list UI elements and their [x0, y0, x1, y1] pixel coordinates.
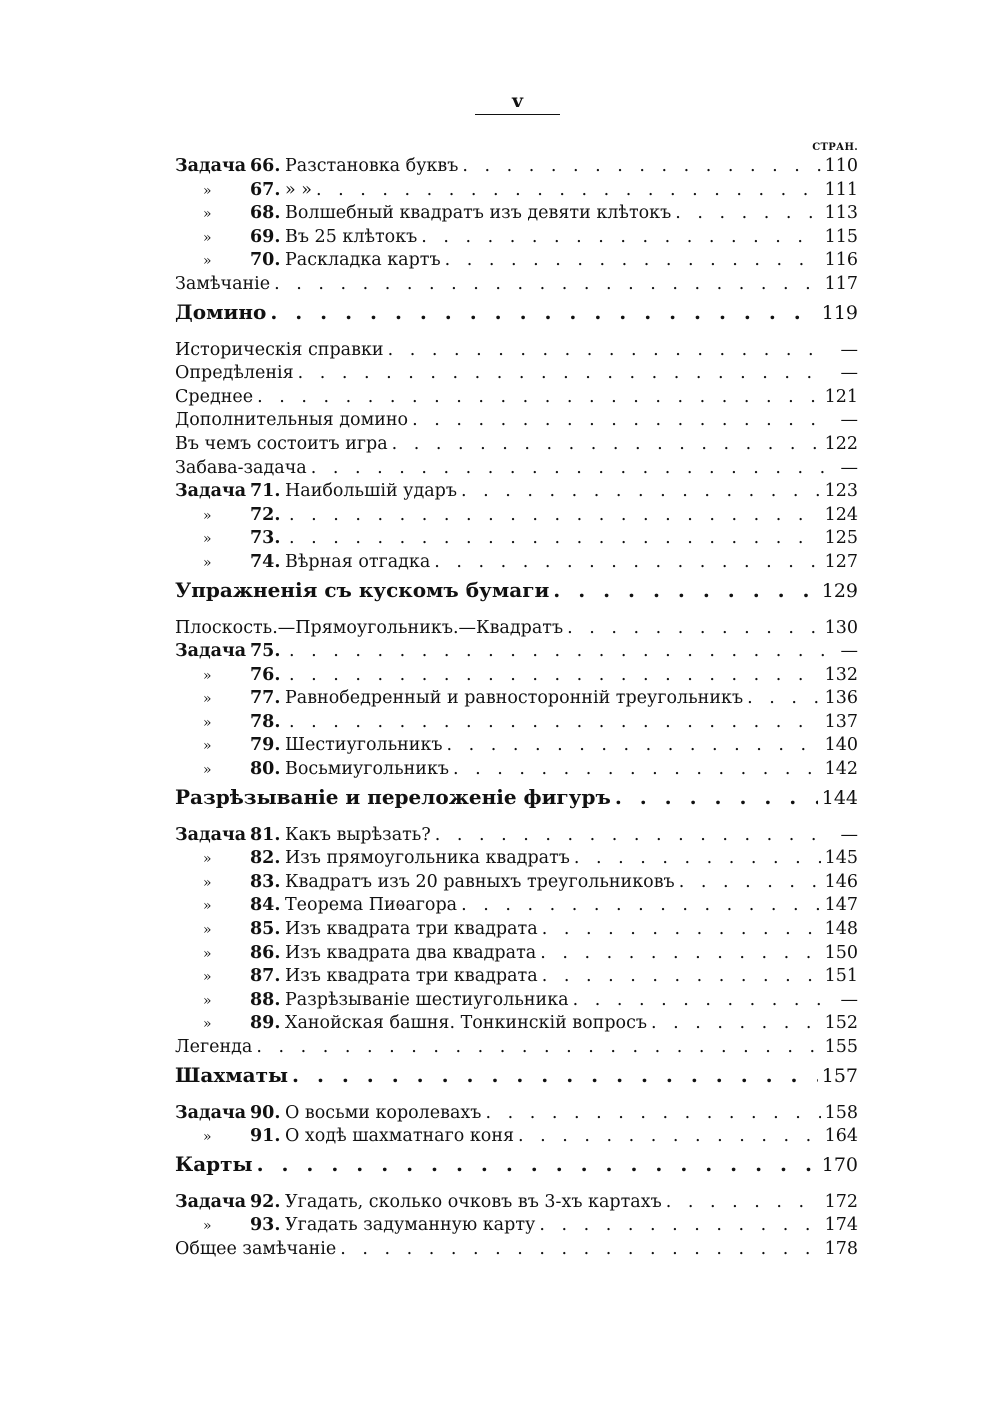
section-page: 129: [821, 579, 858, 602]
entry-page: —: [840, 989, 858, 1010]
entry-page: 148: [824, 919, 858, 940]
entry-title: Квадратъ изъ 20 равныхъ треугольниковъ: [285, 871, 675, 892]
toc-entry: [175, 249, 858, 273]
entry-prefix: Задача: [175, 1191, 247, 1212]
problem-number: 76.: [250, 664, 281, 685]
entry-page: 122: [824, 433, 858, 454]
dot-leader: [518, 1125, 821, 1149]
entry-page: 115: [824, 226, 858, 247]
entry-title: Изъ квадрата два квадрата: [285, 942, 537, 963]
dot-leader: [316, 179, 821, 203]
entry-page: 155: [824, 1037, 858, 1057]
dot-leader: [388, 339, 824, 363]
problem-number: 67.: [250, 179, 281, 200]
toc-entry: [175, 989, 858, 1013]
entry-title: Угадать, сколько очковъ въ 3-хъ картахъ: [285, 1191, 662, 1212]
problem-number: 78.: [250, 711, 281, 732]
toc-block-domino: [175, 339, 858, 575]
problem-number: 83.: [250, 871, 281, 892]
entry-page: 111: [824, 179, 858, 200]
entry-title: Изъ прямоугольника квадратъ: [285, 848, 570, 869]
ditto-mark: »: [203, 738, 212, 755]
problem-number: 69.: [250, 226, 281, 247]
problem-number: 86.: [250, 942, 281, 963]
dot-leader: [392, 433, 821, 457]
entry-title: Дополнительныя домино: [175, 410, 409, 431]
entry-title: Замѣчаніе: [175, 273, 271, 294]
problem-number: 68.: [250, 203, 281, 224]
toc-entry: [175, 734, 858, 758]
section-page: 144: [821, 786, 858, 809]
toc-entry: [175, 226, 858, 250]
problem-number: 87.: [250, 966, 281, 987]
ditto-mark: »: [203, 1016, 212, 1033]
section-page: 119: [821, 301, 858, 324]
entry-title: Разрѣзываніе шестиугольника: [285, 989, 569, 1010]
entry-prefix: Задача: [175, 641, 247, 662]
entry-page: 147: [824, 895, 858, 916]
dot-leader: [270, 301, 817, 325]
header-rule: [475, 114, 560, 115]
problem-number: 93.: [250, 1215, 281, 1236]
section-title: Разрѣзываніе и переложеніе фигуръ: [175, 784, 611, 809]
dot-leader: [651, 1012, 821, 1036]
toc-entry: [175, 758, 858, 782]
problem-number: 92.: [250, 1191, 281, 1212]
section-title: Домино: [175, 299, 267, 324]
dot-leader: [292, 1064, 818, 1088]
page-column-label: СТРАН.: [812, 142, 858, 153]
dot-leader: [257, 1153, 818, 1177]
dot-leader: [539, 1214, 820, 1238]
entry-title: Какъ вырѣзать?: [285, 824, 431, 845]
toc-entry: [175, 386, 858, 410]
entry-page: 132: [824, 664, 858, 685]
toc-block-cards: [175, 1191, 858, 1262]
dot-leader: [679, 871, 821, 895]
entry-title: О восьми королевахъ: [285, 1102, 482, 1123]
problem-number: 74.: [250, 551, 281, 572]
dot-leader: [675, 202, 820, 226]
dot-leader: [447, 734, 821, 758]
entry-title: Равнобедренный и равносторонній треугольникъ: [285, 688, 744, 709]
toc-entry: [175, 1238, 858, 1262]
entry-title: О ходѣ шахматнаго коня: [285, 1126, 515, 1147]
dot-leader: [461, 480, 821, 504]
ditto-mark: »: [203, 762, 212, 779]
entry-page: —: [840, 339, 858, 360]
entry-title: Шестиугольникъ: [285, 735, 443, 756]
toc-entry: [175, 155, 858, 179]
dot-leader: [298, 362, 824, 386]
problem-number: 75.: [250, 641, 281, 662]
ditto-mark: »: [203, 851, 212, 868]
toc-entry: [175, 202, 858, 226]
entry-page: 137: [824, 711, 858, 732]
toc-entry: [175, 640, 858, 664]
dot-leader: [289, 527, 821, 551]
entry-page: 142: [824, 759, 858, 780]
entry-page: 151: [824, 966, 858, 987]
problem-number: 72.: [250, 504, 281, 525]
dot-leader: [615, 786, 818, 810]
toc-block-continuation: [175, 155, 858, 297]
toc-entry: [175, 457, 858, 481]
dot-leader: [311, 457, 824, 481]
dot-leader: [553, 579, 817, 603]
entry-page: 113: [824, 203, 858, 224]
problem-number: 81.: [250, 824, 281, 845]
dot-leader: [434, 551, 820, 575]
dot-leader: [461, 894, 820, 918]
dot-leader: [412, 409, 824, 433]
entry-title: Волшебный квадратъ изъ девяти клѣтокъ: [285, 203, 672, 224]
problem-number: 88.: [250, 989, 281, 1010]
section-title: Карты: [175, 1151, 253, 1176]
dot-leader: [453, 758, 821, 782]
dot-leader: [274, 273, 820, 297]
toc-entry: [175, 894, 858, 918]
entry-page: 123: [824, 481, 858, 502]
problem-number: 70.: [250, 250, 281, 271]
entry-page: 158: [824, 1102, 858, 1123]
ditto-mark: »: [203, 874, 212, 891]
problem-number: 66.: [250, 156, 281, 176]
toc-block-cutting: [175, 824, 858, 1060]
entry-prefix: Задача: [175, 824, 247, 845]
dot-leader: [435, 824, 824, 848]
entry-title: » »: [285, 179, 312, 200]
ditto-mark: »: [203, 206, 212, 223]
table-of-contents: [175, 155, 858, 1262]
entry-title: Въ 25 клѣтокъ: [285, 226, 418, 247]
toc-entry: [175, 504, 858, 528]
toc-entry: [175, 551, 858, 575]
toc-entry: [175, 409, 858, 433]
dot-leader: [289, 711, 821, 735]
entry-title: Въ чемъ состоитъ игра: [175, 433, 388, 454]
dot-leader: [540, 942, 820, 966]
dot-leader: [542, 918, 821, 942]
section-heading-cards: [175, 1153, 858, 1189]
ditto-mark: »: [203, 1218, 212, 1235]
dot-leader: [666, 1191, 821, 1215]
entry-page: 164: [824, 1126, 858, 1147]
dot-leader: [462, 155, 820, 179]
dot-leader: [257, 386, 820, 410]
toc-entry: [175, 1036, 858, 1060]
entry-page: 145: [824, 848, 858, 869]
entry-title: Ханойская башня. Тонкинскій вопросъ: [285, 1013, 648, 1034]
dot-leader: [421, 226, 820, 250]
problem-number: 90.: [250, 1102, 281, 1123]
dot-leader: [747, 687, 821, 711]
section-heading-chess: [175, 1064, 858, 1100]
entry-page: 124: [824, 504, 858, 525]
toc-entry: [175, 1125, 858, 1149]
section-heading-domino: [175, 301, 858, 337]
ditto-mark: »: [203, 922, 212, 939]
ditto-mark: »: [203, 691, 212, 708]
toc-block-chess: [175, 1102, 858, 1149]
problem-number: 91.: [250, 1126, 281, 1147]
ditto-mark: »: [203, 229, 212, 246]
entry-prefix: Задача: [175, 156, 247, 176]
entry-title: Разстановка буквъ: [285, 156, 459, 176]
entry-title: Забава-задача: [175, 457, 307, 478]
entry-title: Историческія справки: [175, 339, 384, 360]
entry-page: —: [840, 641, 858, 662]
dot-leader: [567, 617, 821, 641]
section-page: 170: [821, 1153, 858, 1176]
dot-leader: [574, 847, 821, 871]
dot-leader: [340, 1238, 820, 1262]
toc-entry: [175, 965, 858, 989]
entry-title: Наибольшій ударъ: [285, 481, 458, 502]
section-title: Шахматы: [175, 1062, 289, 1087]
dot-leader: [289, 640, 824, 664]
entry-page: —: [840, 824, 858, 845]
toc-entry: [175, 824, 858, 848]
entry-prefix: Задача: [175, 481, 247, 502]
entry-title: Общее замѣчаніе: [175, 1238, 337, 1259]
page-number: v: [511, 90, 524, 112]
entry-title: Теорема Пиѳагора: [285, 895, 458, 916]
entry-page: 152: [824, 1013, 858, 1034]
toc-entry: [175, 480, 858, 504]
dot-leader: [485, 1102, 820, 1126]
ditto-mark: »: [203, 945, 212, 962]
entry-page: 125: [824, 528, 858, 549]
entry-page: 174: [824, 1215, 858, 1236]
toc-entry: [175, 1102, 858, 1126]
toc-entry: [175, 1191, 858, 1215]
dot-leader: [542, 965, 821, 989]
ditto-mark: »: [203, 714, 212, 731]
entry-title: Восьмиугольникъ: [285, 759, 450, 780]
ditto-mark: »: [203, 182, 212, 199]
toc-entry: [175, 664, 858, 688]
toc-entry: [175, 1012, 858, 1036]
entry-page: —: [840, 410, 858, 431]
toc-entry: [175, 339, 858, 363]
problem-number: 89.: [250, 1013, 281, 1034]
ditto-mark: »: [203, 969, 212, 986]
entry-title: Раскладка картъ: [285, 250, 441, 271]
entry-page: 117: [824, 273, 858, 294]
ditto-mark: »: [203, 992, 212, 1009]
problem-number: 82.: [250, 848, 281, 869]
entry-title: Вѣрная отгадка: [285, 551, 431, 572]
entry-title: Изъ квадрата три квадрата: [285, 919, 538, 940]
toc-block-paper: [175, 617, 858, 782]
toc-entry: [175, 871, 858, 895]
section-heading-cutting: [175, 786, 858, 822]
problem-number: 71.: [250, 481, 281, 502]
toc-entry: [175, 847, 858, 871]
entry-page: 110: [824, 156, 858, 176]
entry-title: Изъ квадрата три квадрата: [285, 966, 538, 987]
dot-leader: [289, 504, 821, 528]
section-heading-paper: [175, 579, 858, 615]
dot-leader: [445, 249, 821, 273]
toc-entry: [175, 527, 858, 551]
dot-leader: [289, 664, 821, 688]
toc-entry: [175, 362, 858, 386]
toc-entry: [175, 1214, 858, 1238]
entry-page: 146: [824, 871, 858, 892]
toc-entry: [175, 711, 858, 735]
section-page: 157: [821, 1064, 858, 1087]
entry-page: 140: [824, 735, 858, 756]
problem-number: 73.: [250, 528, 281, 549]
problem-number: 79.: [250, 735, 281, 756]
dot-leader: [573, 989, 824, 1013]
entry-title: Плоскость.—Прямоугольникъ.—Квадратъ: [175, 617, 564, 638]
problem-number: 85.: [250, 919, 281, 940]
entry-title: Легенда: [175, 1037, 253, 1057]
ditto-mark: »: [203, 531, 212, 548]
entry-page: 136: [824, 688, 858, 709]
entry-title: Угадать задуманную карту: [285, 1215, 536, 1236]
toc-entry: [175, 918, 858, 942]
entry-page: 116: [824, 250, 858, 271]
toc-entry: [175, 942, 858, 966]
entry-page: —: [840, 363, 858, 384]
ditto-mark: »: [203, 898, 212, 915]
ditto-mark: »: [203, 554, 212, 571]
entry-prefix: Задача: [175, 1102, 247, 1123]
dot-leader: [256, 1036, 820, 1060]
entry-title: Среднее: [175, 386, 254, 407]
entry-page: 172: [824, 1191, 858, 1212]
toc-entry: [175, 179, 858, 203]
entry-page: 127: [824, 551, 858, 572]
ditto-mark: »: [203, 507, 212, 524]
toc-entry: [175, 687, 858, 711]
toc-entry: [175, 617, 858, 641]
ditto-mark: »: [203, 667, 212, 684]
toc-entry: [175, 433, 858, 457]
section-title: Упражненія съ кускомъ бумаги: [175, 577, 550, 602]
ditto-mark: »: [203, 1129, 212, 1146]
ditto-mark: »: [203, 253, 212, 270]
entry-page: 150: [824, 942, 858, 963]
entry-page: —: [840, 457, 858, 478]
entry-page: 121: [824, 386, 858, 407]
entry-page: 178: [824, 1238, 858, 1259]
entry-page: 130: [824, 617, 858, 638]
problem-number: 77.: [250, 688, 281, 709]
entry-title: Опредѣленія: [175, 363, 294, 384]
problem-number: 84.: [250, 895, 281, 916]
problem-number: 80.: [250, 759, 281, 780]
toc-entry: [175, 273, 858, 297]
